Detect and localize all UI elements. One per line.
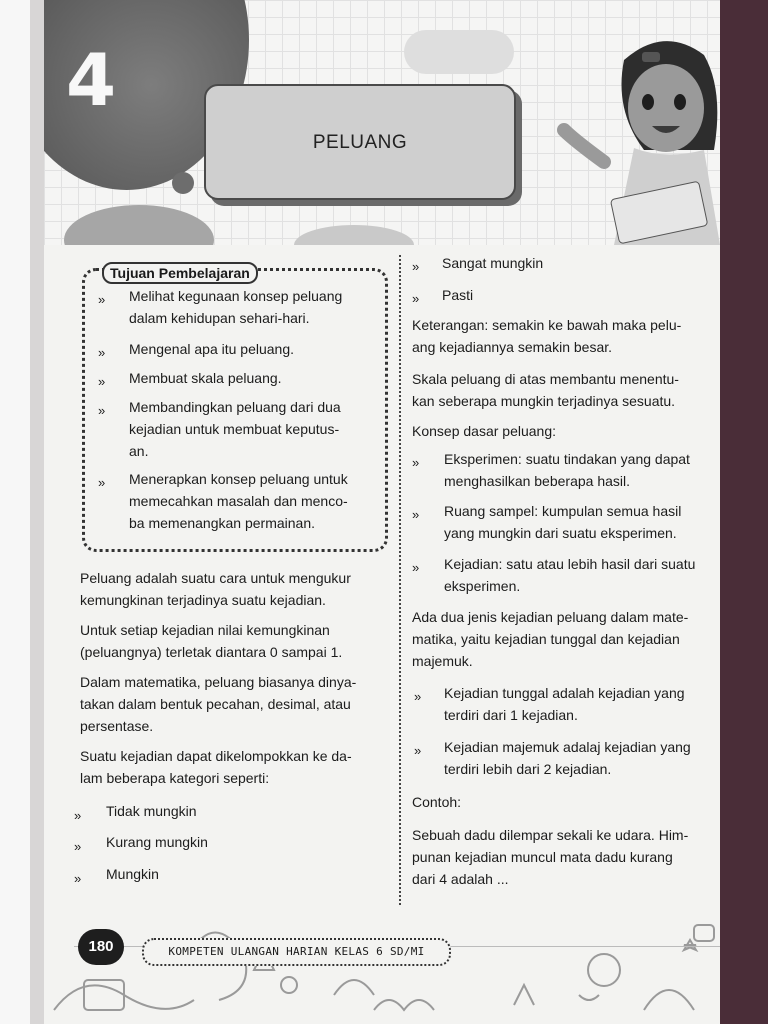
objective-line: Menerapkan konsep peluang untuk [129,471,348,487]
book-page [44,0,720,1024]
bullet-icon: » [98,292,106,307]
cloud-decoration [404,30,514,74]
type-line: Kejadian tunggal adalah kejadian yang [444,685,685,701]
objective-line: Melihat kegunaan konsep peluang [129,288,343,304]
arc-decoration-2 [294,225,414,245]
objectives-label: Tujuan Pembelajaran [102,262,258,284]
paragraph-line: Peluang adalah suatu cara untuk mengukur [80,570,351,586]
objective-line: memecahkan masalah dan menco- [129,493,348,509]
bullet-icon: » [412,560,420,575]
page-edge-left [0,0,44,1024]
paragraph-line: Ada dua jenis kejadian peluang dalam mate- [412,609,689,625]
bullet-icon: » [98,345,106,360]
paragraph-line: lam beberapa kategori seperti: [80,770,270,786]
arc-decoration [64,205,214,245]
paragraph-line: kan seberapa mungkin terjadinya sesuatu. [412,393,676,409]
chapter-header [44,0,720,245]
example-line: Sebuah dadu dilempar sekali ke udara. Him- [412,827,689,843]
concept-line: Kejadian: satu atau lebih hasil dari suatu [444,556,696,572]
concept-line: yang mungkin dari suatu eksperimen. [444,525,677,541]
concept-line: Eksperimen: suatu tindakan yang dapat [444,451,690,467]
bullet-icon: » [98,374,106,389]
girl-reading-illustration [514,30,720,245]
chapter-number: 4 [66,38,117,122]
objective-line: dalam kehidupan sehari-hari. [129,310,310,326]
bullet-icon: » [414,743,422,758]
objective-line: an. [129,443,149,459]
bullet-icon: » [98,475,106,490]
concept-line: eksperimen. [444,578,521,594]
type-line: Kejadian majemuk adalaj kejadian yang [444,739,691,755]
concept-line: menghasilkan beberapa hasil. [444,473,631,489]
bullet-icon: » [412,507,420,522]
category-item: Sangat mungkin [442,255,544,271]
section-heading: Contoh: [412,794,462,810]
bullet-icon: » [98,403,106,418]
background-right [720,0,768,1024]
bullet-icon: » [74,839,82,854]
paragraph-line: matika, yaitu kejadian tunggal dan kejadian [412,631,680,647]
paragraph-line: Dalam matematika, peluang biasanya dinya- [80,674,357,690]
paragraph-line: ang kejadiannya semakin besar. [412,339,613,355]
paragraph-line: takan dalam bentuk pecahan, desimal, atau [80,696,351,712]
category-item: Pasti [442,287,474,303]
column-divider [399,255,401,905]
concept-line: Ruang sampel: kumpulan semua hasil [444,503,682,519]
objective-line: ba memenangkan permainan. [129,515,316,531]
apple-icon [172,172,194,194]
type-line: terdiri dari 1 kejadian. [444,707,578,723]
paragraph-line: Keterangan: semakin ke bawah maka pelu- [412,317,682,333]
paragraph-line: (peluangnya) terletak diantara 0 sampai 1. [80,644,343,660]
category-item: Kurang mungkin [106,834,208,850]
paragraph-line: kemungkinan terjadinya suatu kejadian. [80,592,326,608]
paragraph-line: majemuk. [412,653,473,669]
chapter-title: PELUANG [312,132,408,153]
category-item: Mungkin [106,866,159,882]
paragraph-line: Suatu kejadian dapat dikelompokkan ke da- [80,748,352,764]
objective-line: Mengenal apa itu peluang. [129,341,295,357]
bullet-icon: » [412,291,420,306]
example-line: punan kejadian muncul mata dadu kurang [412,849,673,865]
objective-line: Membandingkan peluang dari dua [129,399,341,415]
objective-line: Membuat skala peluang. [129,370,282,386]
chapter-title-box [204,84,516,200]
objective-line: kejadian untuk membuat keputus- [129,421,340,437]
paragraph-line: persentase. [80,718,154,734]
bullet-icon: » [414,689,422,704]
type-line: terdiri lebih dari 2 kejadian. [444,761,612,777]
category-item: Tidak mungkin [106,803,197,819]
paragraph-line: Skala peluang di atas membantu menentu- [412,371,679,387]
page-number: 180 [78,929,124,965]
bullet-icon: » [412,455,420,470]
section-heading: Konsep dasar peluang: [412,423,556,439]
paragraph-line: Untuk setiap kejadian nilai kemungkinan [80,622,330,638]
bullet-icon: » [412,259,420,274]
example-line: dari 4 adalah ... [412,871,509,887]
bullet-icon: » [74,808,82,823]
bullet-icon: » [74,871,82,886]
book-title: KOMPETEN ULANGAN HARIAN KELAS 6 SD/MI [142,938,451,966]
